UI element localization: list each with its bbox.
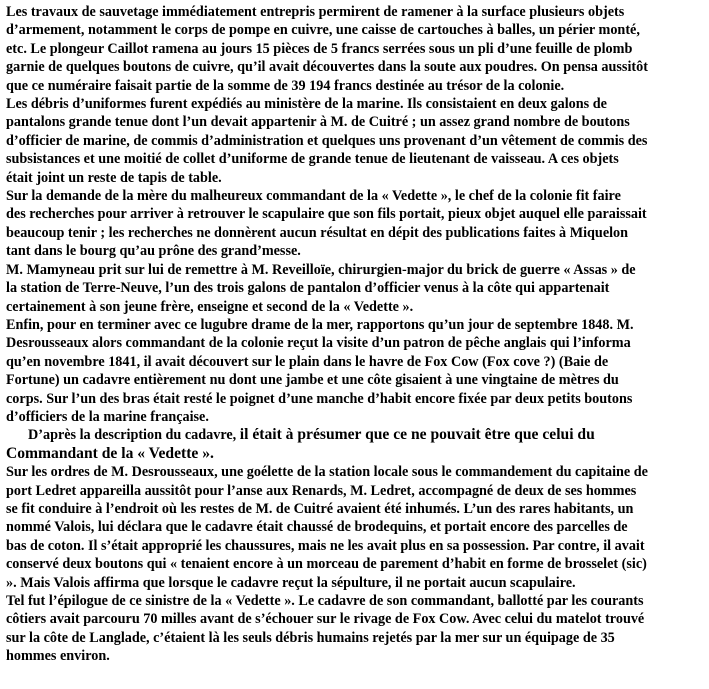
text-line: etc. Le plongeur Caillot ramena au jours 15 pièces de 5 francs serrées sous un pli d’une feuille de plomb bbox=[6, 40, 633, 57]
paragraph-epilogue bbox=[6, 592, 703, 666]
text-line: qu’en novembre 1841, il avait découvert sur le plain dans le havre de Fox Cow (Fox cove ?) (Baie de bbox=[6, 353, 609, 370]
text-line: Sur la demande de la mère du malheureux commandant de la « Vedette », le chef de la colonie fit faire bbox=[6, 188, 621, 205]
text-line: Fortune) un cadavre entièrement nu dont une jambe et une côte gisaient à une vingtaine de mètres du bbox=[6, 372, 619, 389]
paragraph-uniformes bbox=[6, 95, 703, 187]
text-line: certainement à son jeune frère, enseigne et second de la « Vedette ». bbox=[6, 298, 414, 315]
text-line: côtiers avait parcouru 70 milles avant de s’échouer sur le rivage de Fox Cow. Avec celui du matelot trouvé bbox=[6, 611, 645, 628]
text-emphasis: il était à présumer que ce ne pouvait être que celui du bbox=[239, 426, 595, 444]
text-line: conservé deux boutons qui « tenaient encore à un morceau de parement d’habit en forme de brosselet (sic) bbox=[6, 556, 647, 573]
text-emphasis: Commandant de la « Vedette ». bbox=[6, 444, 214, 462]
paragraph-goelette bbox=[6, 463, 703, 592]
paragraph-description bbox=[6, 426, 703, 463]
text-line: pantalons grande tenue dont l’un devait appartenir à M. de Cuitré ; un assez grand nombre de boutons bbox=[6, 114, 630, 131]
paragraph-sauvetage bbox=[6, 3, 703, 95]
text-line: sur la côte de Langlade, c’étaient là les seuls débris humains rejetés par la mer sur un équipage de 35 bbox=[6, 629, 615, 646]
document-page bbox=[6, 3, 703, 666]
text-line: d’officiers de la marine française. bbox=[6, 408, 209, 425]
text-line: d’armement, notamment le corps de pompe en cuivre, une caisse de cartouches à balles, un périer monté, bbox=[6, 22, 640, 39]
text-line: beaucoup tenir ; les recherches ne donnèrent aucun résultat en dépit des publications faites à Miquelon bbox=[6, 224, 629, 241]
text-line: Sur les ordres de M. Desrousseaux, une goélette de la station locale sous le commandement du capitaine de bbox=[6, 464, 648, 481]
text-lead: D’après la description du cadavre, bbox=[28, 427, 240, 444]
text-line: port Ledret appareilla aussitôt pour l’anse aux Renards, M. Ledret, accompagné de deux de ses hommes bbox=[6, 482, 637, 499]
text-line: bas de coton. Il s’était approprié les chaussures, mais ne les avait plus en sa possession. Par contre, il avait bbox=[6, 537, 645, 554]
text-line: hommes environ. bbox=[6, 648, 110, 665]
text-line: se fit conduire à l’endroit où les restes de M. de Cuitré avaient été inhumés. L’un des rares habitants, un bbox=[6, 500, 634, 517]
text-line: d’officier de marine, de commis d’administration et quelques uns provenant d’un vêtement de commis des bbox=[6, 132, 648, 149]
text-line: ». Mais Valois affirma que lorsque le cadavre reçut la sépulture, il ne portait aucun scapulaire. bbox=[6, 574, 576, 591]
text-line: était joint un reste de tapis de table. bbox=[6, 169, 222, 186]
text-line: Les travaux de sauvetage immédiatement entrepris permirent de ramener à la surface plusieurs objets bbox=[6, 4, 625, 20]
text-line: que ce numéraire faisait partie de la somme de 39 194 francs destinée au trésor de la colonie. bbox=[6, 77, 565, 94]
text-line: garnie de quelques boutons de cuivre, qu’il avait découvertes dans la soute aux poudres. On pensa aussitôt bbox=[6, 59, 648, 76]
paragraph-scapulaire bbox=[6, 187, 703, 261]
text-line: M. Mamyneau prit sur lui de remettre à M. Reveilloïe, chirurgien-major du brick de guerre « Assas » de bbox=[6, 261, 636, 278]
text-line: la station de Terre-Neuve, l’un des trois galons de pantalon d’officier venus à la côte qui appartenait bbox=[6, 280, 610, 297]
paragraph-cadavre bbox=[6, 316, 703, 426]
text-line: Desrousseaux alors commandant de la colonie reçut la visite d’un patron de pêche anglais qui l’informa bbox=[6, 335, 631, 352]
text-line: nommé Valois, lui déclara que le cadavre était chaussé de brodequins, et portait encore des parcelles de bbox=[6, 519, 628, 536]
text-line: Les débris d’uniformes furent expédiés au ministère de la marine. Ils consistaient en deux galons de bbox=[6, 96, 607, 113]
paragraph-mamyneau bbox=[6, 261, 703, 316]
text-line: subsistances et une moitié de collet d’uniforme de grande tenue de lieutenant de vaisseau. A ces objets bbox=[6, 151, 619, 168]
text-line: Enfin, pour en terminer avec ce lugubre drame de la mer, rapportons qu’un jour de septembre 1848. M. bbox=[6, 316, 634, 333]
text-line: Tel fut l’épilogue de ce sinistre de la « Vedette ». Le cadavre de son commandant, ballotté par les courants bbox=[6, 593, 644, 609]
text-line: corps. Sur l’un des bras était resté le poignet d’une manche d’habit encore fixée par deux petits boutons bbox=[6, 390, 633, 407]
text-line: tant dans le bourg qu’au prône des grand’messe. bbox=[6, 243, 301, 260]
text-line: des recherches pour arriver à retrouver le scapulaire que son fils portait, pieux objet auquel elle paraissait bbox=[6, 206, 647, 223]
